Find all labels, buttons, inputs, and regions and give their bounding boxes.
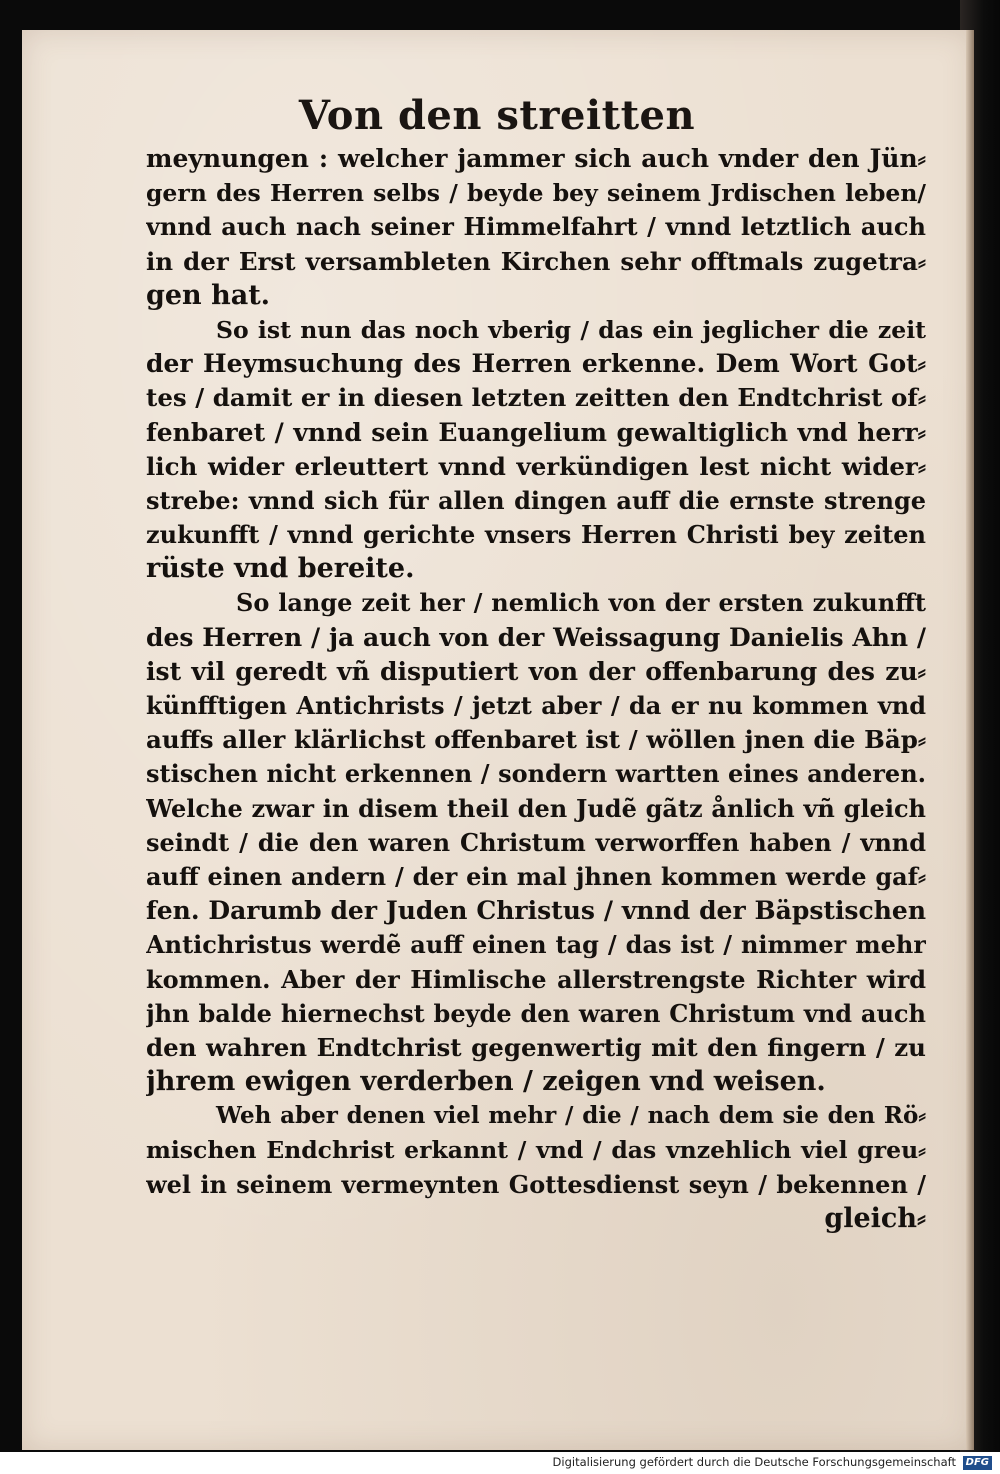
text-line: Antichristus werdẽ auff einen tag / das ist / nimmer mehr (146, 930, 926, 960)
text-line: gern des Herren selbs / beyde bey seinem Jrdischen leben/ (146, 179, 926, 208)
text-line: So lange zeit her / nemlich von der ersten zukunfft (236, 588, 926, 618)
text-line: gleich⸗ (824, 1202, 926, 1234)
text-line: fenbaret / vnnd sein Euangelium gewaltiglich vnd herr⸗ (146, 417, 926, 447)
text-line: kommen. Aber der Himlische allerstrengste Richter wird (146, 964, 926, 994)
text-line: auffs aller klärlichst offenbaret ist / wöllen jnen die Bäp⸗ (146, 725, 926, 755)
text-line: vnnd auch nach seiner Himmelfahrt / vnnd letztlich auch (146, 212, 926, 242)
text-line: wel in seinem vermeynten Gottesdienst seyn / bekennen / (146, 1169, 926, 1199)
dfg-logo: DFG (963, 1456, 992, 1470)
text-line: zukunfft / vnnd gerichte vnsers Herren Christi bey zeiten (146, 520, 926, 550)
running-head: Von den streitten (298, 92, 696, 139)
text-line: Weh aber denen viel mehr / die / nach dem sie den Rö⸗ (216, 1102, 926, 1130)
text-line: fen. Darumb der Juden Christus / vnnd der Bäpstischen (146, 896, 926, 926)
funding-credit: Digitalisierung gefördert durch die Deutsche Forschungsgemeinschaft (552, 1455, 956, 1469)
document-page (22, 30, 972, 1450)
page-edge (966, 30, 974, 1450)
text-line: in der Erst versambleten Kirchen sehr offtmals zugetra⸗ (146, 246, 926, 276)
text-line: strebe: vnnd sich für allen dingen auff die ernste strenge (146, 485, 926, 515)
text-line: rüste vnd bereite. (146, 553, 415, 585)
text-line: jhn balde hiernechst beyde den waren Christum vnd auch (146, 998, 926, 1028)
text-line: mischen Endchrist erkannt / vnd / das vnzehlich viel greu⸗ (146, 1136, 926, 1165)
text-line: Welche zwar in disem theil den Judẽ gãtz ånlich vñ gleich (146, 793, 926, 823)
text-line: auff einen andern / der ein mal jhnen kommen werde gaf⸗ (146, 861, 926, 891)
text-line: den wahren Endtchrist gegenwertig mit den fingern / zu (146, 1032, 926, 1062)
text-line: ist vil geredt vñ disputiert von der offenbarung des zu⸗ (146, 656, 926, 686)
text-line: gen hat. (146, 279, 271, 311)
text-line: seindt / die den waren Christum verworffen haben / vnnd (146, 827, 926, 857)
text-line: künfftigen Antichrists / jetzt aber / da er nu kommen vnd (146, 691, 926, 720)
footer-bar (0, 1452, 1000, 1474)
text-line: des Herren / ja auch von der Weissagung Danielis Ahn / (146, 622, 926, 652)
text-line: So ist nun das noch vberig / das ein jeglicher die zeit (216, 315, 926, 344)
text-line: jhrem ewigen verderben / zeigen vnd weisen. (146, 1066, 826, 1098)
text-line: der Heymsuchung des Herren erkenne. Dem Wort Got⸗ (146, 349, 926, 379)
text-line: meynungen : welcher jammer sich auch vnder den Jün⸗ (146, 144, 926, 173)
text-line: tes / damit er in diesen letzten zeitten den Endtchrist of⸗ (146, 383, 926, 413)
body-text (146, 142, 926, 1236)
text-line: lich wider erleuttert vnnd verkündigen lest nicht wider⸗ (146, 451, 926, 481)
text-line: stischen nicht erkennen / sondern wartten eines anderen. (146, 759, 926, 789)
